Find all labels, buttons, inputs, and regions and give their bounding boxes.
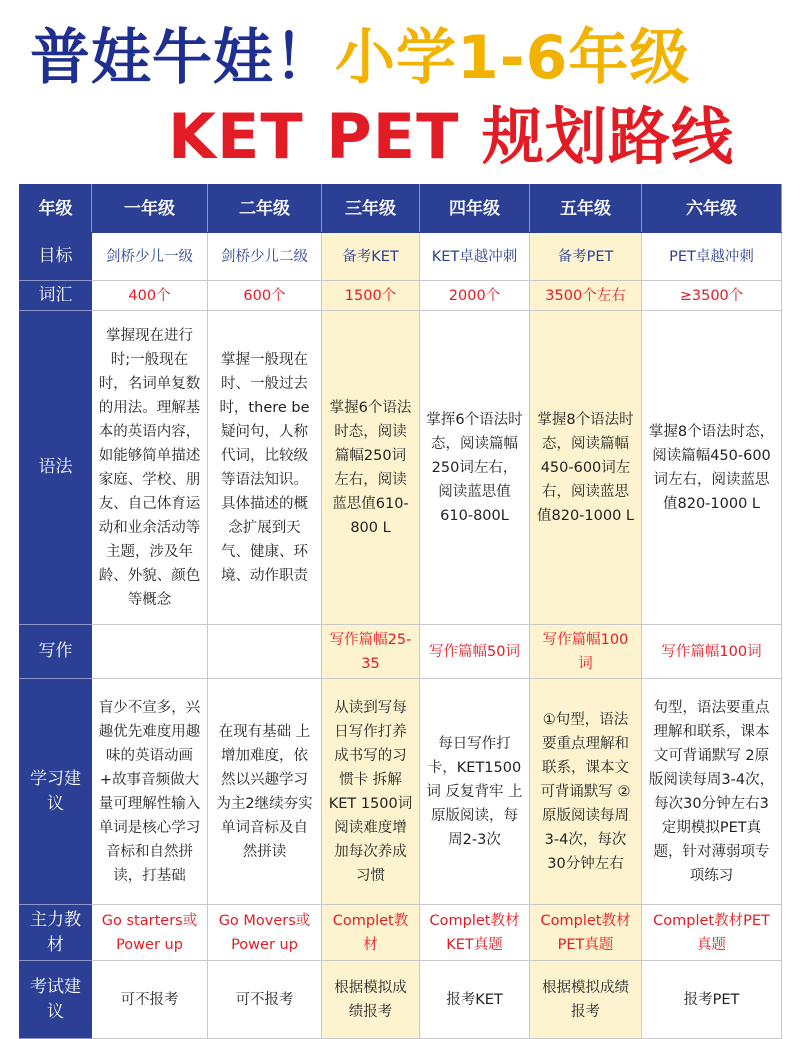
row-label-grammar: 语法: [20, 311, 92, 625]
cell-textbook-grade-6: Complet教材PET真题: [642, 905, 782, 961]
cell-writing-grade-2: [208, 625, 322, 679]
cell-advice-grade-2: 在现有基础 上增加难度，依然以兴趣学习为主2继续夯实单词音标及自然拼读: [208, 679, 322, 905]
cell-writing-grade-4: 写作篇幅50词: [420, 625, 530, 679]
table-row: [20, 905, 782, 961]
cell-writing-grade-5: 写作篇幅100词: [530, 625, 642, 679]
row-label-advice: 学习建议: [20, 679, 92, 905]
poster-header: [0, 0, 800, 180]
cell-exam-grade-5: 根据模拟成绩报考: [530, 961, 642, 1039]
row-label-exam: 考试建议: [20, 961, 92, 1039]
cell-textbook-grade-4: Complet教材KET真题: [420, 905, 530, 961]
cell-goal-grade-4: KET卓越冲刺: [420, 233, 530, 281]
table-row: [20, 281, 782, 311]
cell-exam-grade-1: 可不报考: [92, 961, 208, 1039]
header-grade-1: 一年级: [92, 185, 208, 233]
row-label-textbook: 主力教材: [20, 905, 92, 961]
cell-textbook-grade-5: Complet教材PET真题: [530, 905, 642, 961]
header-grade-6: 六年级: [642, 185, 782, 233]
title-line-1: [30, 18, 690, 98]
header-grade-3: 三年级: [322, 185, 420, 233]
cell-grammar-grade-5: 掌握8个语法时态，阅读篇幅450-600词左右，阅读蓝思值820-1000 L: [530, 311, 642, 625]
title-line-2: KET PET 规划路线: [168, 100, 734, 173]
table-row: [20, 311, 782, 625]
grade-plan-table: [19, 184, 782, 1039]
cell-grammar-grade-4: 掌挥6个语法时态，阅读篇幅250词左右，阅读蓝思值610-800L: [420, 311, 530, 625]
row-label-writing: 写作: [20, 625, 92, 679]
row-label-vocab: 词汇: [20, 281, 92, 311]
cell-goal-grade-5: 备考PET: [530, 233, 642, 281]
table-row: [20, 679, 782, 905]
header-row: [20, 185, 782, 233]
header-corner: 年级: [20, 185, 92, 233]
cell-advice-grade-5: ①句型，语法要重点理解和联系，课本文可背诵默写 ②原版阅读每周3-4次，每次30分钟左右: [530, 679, 642, 905]
cell-goal-grade-2: 剑桥少儿二级: [208, 233, 322, 281]
cell-advice-grade-6: 句型，语法要重点理解和联系，课本文可背诵默写 2原版阅读每周3-4次，每次30分钟左右3定期模拟PET真题，针对薄弱项专项练习: [642, 679, 782, 905]
title-part-a: 普娃牛娃！: [30, 23, 335, 93]
cell-writing-grade-1: [92, 625, 208, 679]
cell-vocab-grade-1: 400个: [92, 281, 208, 311]
cell-goal-grade-6: PET卓越冲刺: [642, 233, 782, 281]
cell-textbook-grade-2: Go Movers或Power up: [208, 905, 322, 961]
cell-goal-grade-3: 备考KET: [322, 233, 420, 281]
cell-writing-grade-3: 写作篇幅25-35: [322, 625, 420, 679]
cell-vocab-grade-6: ≥3500个: [642, 281, 782, 311]
cell-exam-grade-2: 可不报考: [208, 961, 322, 1039]
cell-exam-grade-6: 报考PET: [642, 961, 782, 1039]
header-grade-2: 二年级: [208, 185, 322, 233]
cell-writing-grade-6: 写作篇幅100词: [642, 625, 782, 679]
cell-grammar-grade-1: 掌握现在进行时;一般现在时，名词单复数的用法。理解基本的英语内容，如能够简单描述家庭、学校、朋友、自己体育运动和业余活动等主题，涉及年龄、外貌、颜色等概念: [92, 311, 208, 625]
header-grade-4: 四年级: [420, 185, 530, 233]
cell-vocab-grade-3: 1500个: [322, 281, 420, 311]
cell-grammar-grade-3: 掌握6个语法时态，阅读篇幅250词左右，阅读蓝思值610-800 L: [322, 311, 420, 625]
cell-grammar-grade-2: 掌握一般现在时、一般过去时，there be疑问句，人称代词，比较级等语法知识。具体描述的概念扩展到天气、健康、环境、动作职责: [208, 311, 322, 625]
table-row: [20, 961, 782, 1039]
cell-exam-grade-4: 报考KET: [420, 961, 530, 1039]
cell-grammar-grade-6: 掌握8个语法时态，阅读篇幅450-600词左右，阅读蓝思值820-1000 L: [642, 311, 782, 625]
cell-goal-grade-1: 剑桥少儿一级: [92, 233, 208, 281]
cell-exam-grade-3: 根据模拟成绩报考: [322, 961, 420, 1039]
cell-vocab-grade-5: 3500个左右: [530, 281, 642, 311]
cell-advice-grade-3: 从读到写每日写作打养成书写的习惯卡 拆解KET 1500词 阅读难度增加每次养成习惯: [322, 679, 420, 905]
title-part-b: 小学1-6年级: [335, 23, 691, 93]
cell-advice-grade-1: 盲少不宣多，兴趣优先难度用趣味的英语动画+故事音频做大量可理解性输入 单词是核心学习音标和自然拼读，打基础: [92, 679, 208, 905]
cell-textbook-grade-3: Complet教材: [322, 905, 420, 961]
cell-textbook-grade-1: Go starters或Power up: [92, 905, 208, 961]
table-row: [20, 233, 782, 281]
cell-vocab-grade-4: 2000个: [420, 281, 530, 311]
cell-vocab-grade-2: 600个: [208, 281, 322, 311]
table-row: [20, 625, 782, 679]
header-grade-5: 五年级: [530, 185, 642, 233]
cell-advice-grade-4: 每日写作打卡，KET1500词 反复背牢 上原版阅读，每周2-3次: [420, 679, 530, 905]
row-label-goal: 目标: [20, 233, 92, 281]
